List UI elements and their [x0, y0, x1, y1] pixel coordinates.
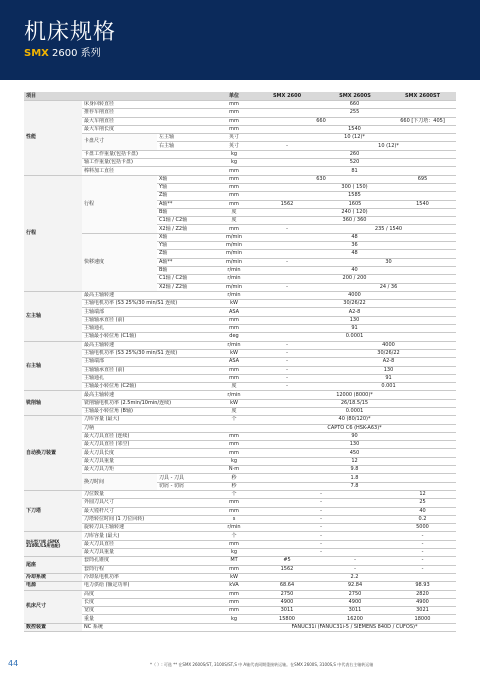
table-row: 刀柄 CAPTO C6 (HSK-A63)*: [24, 424, 456, 432]
table-row: 重量 kg 15800 16200 18000: [24, 615, 456, 623]
table-row: 主轴电机功率 (S3 25%/30 min/S1 连续) kW 30/26/22: [24, 300, 456, 308]
table-row: 冷却系统 冷却泵电机功率 kW 2.2: [24, 573, 456, 581]
table-row: 最大刀具直径 (连续) mm 90: [24, 432, 456, 440]
table-row: 刀塔转位时间 (1 刀位回转) s - 0.2: [24, 515, 456, 523]
spec-table: [24, 92, 456, 632]
page-number: 44: [8, 659, 19, 668]
table-header-row: [24, 92, 456, 101]
group-label: 自动换刀装置: [24, 416, 82, 491]
table-row: B轴 r/min 40: [24, 266, 456, 274]
group-label: 行程: [24, 175, 82, 291]
series-label: 2600 系列: [48, 48, 101, 59]
table-row: 宽度 mm 3011 3011 3021: [24, 607, 456, 615]
header-model-1: SMX 2600: [253, 92, 321, 101]
table-row: X2轴 / Z2轴 mm - 235 / 1540: [24, 225, 456, 233]
subgroup-label: 快移速度: [82, 233, 157, 291]
group-label: 尾座: [24, 557, 82, 574]
group-label: 冷却系统: [24, 573, 82, 581]
table-row: A轴** m/min - 30: [24, 258, 456, 266]
table-row: 切屑 - 切屑 秒 7.8: [24, 482, 456, 490]
table-row: 外圆刀具尺寸 mm - 25: [24, 499, 456, 507]
table-row: 铣削轴 最高主轴转速 r/min 12000 (8000)*: [24, 391, 456, 399]
table-row: B轴 度 240 ( 120): [24, 208, 456, 216]
table-row: 右主轴 英寸 - 10 (12)*: [24, 142, 456, 150]
group-label: 电源: [24, 582, 82, 590]
group-label: 左主轴: [24, 291, 82, 341]
table-row: 性能 床身回转直径 mm 660: [24, 101, 456, 109]
table-row: 数控装置 NC 系统 FANUC31i (FANUC31i-5 / SIEMENS 840D / CUFOS)*: [24, 623, 456, 631]
header-item: 项目: [24, 92, 215, 101]
table-row: 旋转刀具主轴转速 r/min - 5000: [24, 524, 456, 532]
table-row: 自动换刀装置 刀库容量 (最大) 个 40 (80/120)*: [24, 416, 456, 424]
table-row: 最大车削直径 mm 660 660 [下刀塔：405]: [24, 117, 456, 125]
series-subtitle: [24, 44, 101, 59]
table-row: 最大镗杆尺寸 mm - 40: [24, 507, 456, 515]
header-unit: 单位: [215, 92, 253, 101]
group-label: 右主轴: [24, 341, 82, 391]
table-row: Y轴 m/min 36: [24, 242, 456, 250]
table-row: 主轴通孔 mm - 91: [24, 374, 456, 382]
table-row: 最大刀具长度 mm 450: [24, 449, 456, 457]
brand-label: SMX: [24, 48, 49, 59]
table-row: 行程 行程 X轴 mm 630 695: [24, 175, 456, 183]
group-label: 数控装置: [24, 623, 82, 631]
table-row: 左主轴 最高主轴转速 r/min 4000: [24, 291, 456, 299]
table-row: 加长型刀库 (SMX 3100L/LS所选配) 刀库容量 (最大) 个 - -: [24, 532, 456, 540]
table-row: C1轴 / C2轴 度 360 / 360: [24, 217, 456, 225]
table-row: 主轴端部 ASA - A2-8: [24, 358, 456, 366]
footnote: *（ ）: 可选 ** 在SMX 2600S/ST, 3100S/ST,S 中 A轴代表同期重接转运轴。在SMX 2600S, 3100S,S 中代表右主轴转运轴: [150, 662, 374, 667]
table-row: 主轴最小转位角 (C2轴) 度 - 0.001: [24, 383, 456, 391]
table-row: 棒料加工直径 mm 81: [24, 167, 456, 175]
table-row: 主轴端部 ASA A2-8: [24, 308, 456, 316]
table-row: 机床尺寸 高度 mm 2750 2750 2820: [24, 590, 456, 598]
table-row: 主轴通孔 mm 91: [24, 325, 456, 333]
page-title: 机床规格: [24, 20, 117, 45]
table-row: 最大刀具直径 (邻空) mm 130: [24, 441, 456, 449]
table-row: A轴** mm 1562 1605 1540: [24, 200, 456, 208]
table-row: C1轴 / C2轴 r/min 200 / 200: [24, 275, 456, 283]
table-row: 最大车削长度 mm 1540: [24, 125, 456, 133]
table-row: 主轴最小转位角 (B轴) 度 0.0001: [24, 407, 456, 415]
table-row: 快移速度 X轴 m/min 48: [24, 233, 456, 241]
table-row: 主轴电机功率 (S3 25%/30 min/S1 连续) kW - 30/26/22: [24, 349, 456, 357]
table-row: 铣削轴电机功率 (2.5min/10min/连续) kW 26/18.5/15: [24, 399, 456, 407]
header-model-3: SMX 2600ST: [389, 92, 456, 101]
table-row: 推荐车削直径 mm 255: [24, 109, 456, 117]
table-row: 主轴最小转位角 (C1轴) deg 0.0001: [24, 333, 456, 341]
table-row: 尾座 套筒孔锥度 MT #5 - -: [24, 557, 456, 565]
table-row: 卡盘尺寸 左主轴 英寸 10 (12)*: [24, 134, 456, 142]
table-row: 电源 电力供给 (额定功率) kVA 68.64 92.84 98.93: [24, 582, 456, 590]
header-model-2: SMX 2600S: [321, 92, 389, 101]
table-row: Z轴 m/min 48: [24, 250, 456, 258]
table-row: 轴工作重量(包括卡盘) kg 520: [24, 159, 456, 167]
table-row: 卡盘工作重量(包括卡盘) kg 260: [24, 150, 456, 158]
group-label: 铣削轴: [24, 391, 82, 416]
group-label: 下刀塔: [24, 490, 82, 531]
group-label: 加长型刀库 (SMX 3100L/LS所选配): [24, 532, 82, 557]
subgroup-label: 行程: [82, 175, 157, 233]
table-row: 套筒行程 mm 1562 - -: [24, 565, 456, 573]
table-row: 最大刀具直径 mm - -: [24, 540, 456, 548]
group-label: 机床尺寸: [24, 590, 82, 623]
table-row: X2轴 / Z2轴 m/min - 24 / 36: [24, 283, 456, 291]
table-row: 最大刀具力矩 N·m 9.8: [24, 466, 456, 474]
table-row: 右主轴 最高主轴转速 r/min - 4000: [24, 341, 456, 349]
table-row: Y轴 mm 300 ( 150): [24, 183, 456, 191]
table-row: 换刀时间 刀具 - 刀具 秒 1.8: [24, 474, 456, 482]
table-row: 长度 mm 4900 4900 4900: [24, 598, 456, 606]
table-row: 主轴轴承直径 (前) mm 130: [24, 316, 456, 324]
table-row: Z轴 mm 1585: [24, 192, 456, 200]
table-row: 最大刀具重量 kg 12: [24, 457, 456, 465]
group-label: 性能: [24, 101, 82, 176]
table-row: 主轴轴承直径 (前) mm - 130: [24, 366, 456, 374]
table-row: 下刀塔 刀位数量 个 - 12: [24, 490, 456, 498]
page-header: [0, 0, 480, 80]
table-row: 最大刀具重量 kg - -: [24, 549, 456, 557]
